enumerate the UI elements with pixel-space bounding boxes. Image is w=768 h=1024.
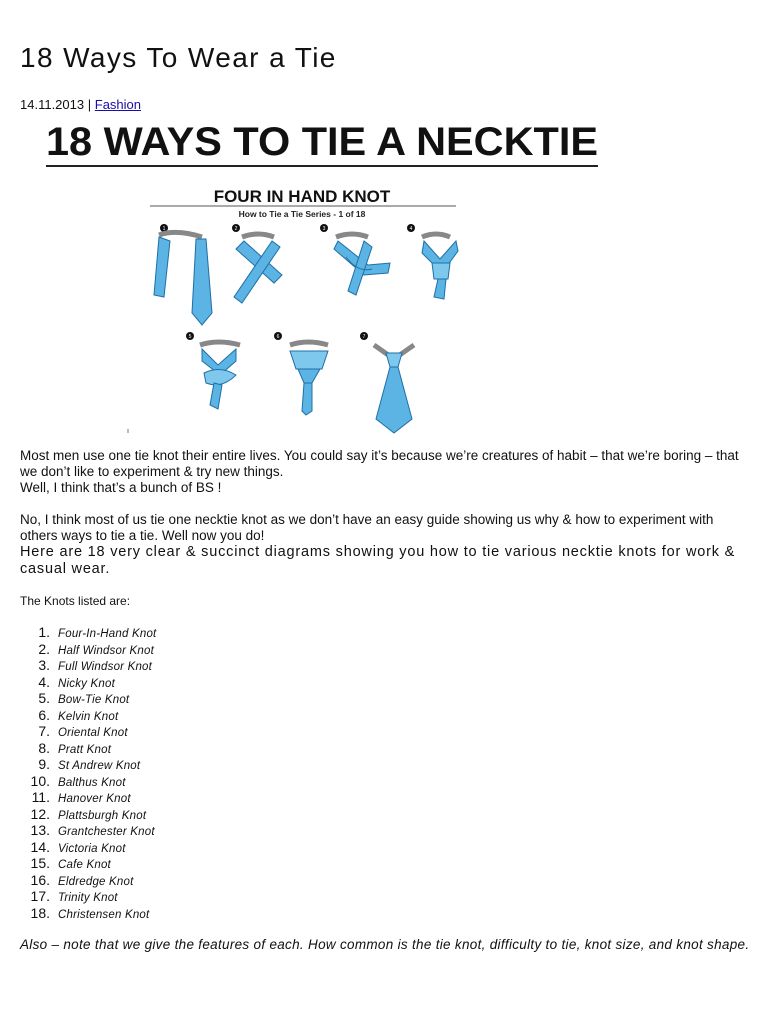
- knot-number: 7.: [38, 723, 50, 739]
- knot-number: 17.: [30, 888, 50, 904]
- knot-number: 16.: [30, 871, 50, 888]
- knot-number: 15.: [30, 855, 50, 871]
- guide-paragraph: No, I think most of us tie one necktie knot as we don’t have an easy guide showing us why & how to experiment with others ways to tie a tie. Well now you do!: [20, 512, 714, 543]
- article-body: [20, 448, 752, 578]
- step-2-diagram: [232, 224, 282, 303]
- knot-name: Kelvin Knot: [58, 710, 119, 723]
- infographic-subheading: FOUR IN HAND KNOT: [213, 187, 391, 206]
- knot-number: 3.: [38, 657, 50, 673]
- infographic-heading: 18 WAYS TO TIE A NECKTIE: [46, 120, 598, 164]
- knot-list-item: [20, 707, 156, 724]
- step-3-diagram: [320, 224, 390, 295]
- knot-number: 1.: [38, 624, 50, 640]
- page-title: 18 Ways To Wear a Tie: [20, 42, 337, 73]
- knot-name: Plattsburgh Knot: [58, 809, 147, 822]
- knot-list-item: [20, 855, 156, 872]
- step-4-diagram: [407, 224, 458, 299]
- step-number: 2: [234, 226, 238, 232]
- knot-name: Cafe Knot: [58, 859, 111, 871]
- knot-name: Eldredge Knot: [58, 875, 134, 888]
- knot-number: 10.: [30, 772, 50, 789]
- series-caption: How to Tie a Tie Series - 1 of 18: [238, 209, 366, 219]
- knot-list-item: [20, 839, 156, 856]
- knot-number: 12.: [30, 805, 50, 822]
- knot-number: 8.: [38, 739, 50, 756]
- knot-number: 9.: [38, 756, 50, 772]
- knot-list-item: [20, 822, 156, 839]
- knot-name: Nicky Knot: [58, 677, 115, 690]
- closing-paragraph: Also – note that we give the features of each. How common is the tie knot, difficulty to tie, knot size, and knot shape.: [20, 937, 750, 952]
- knot-number: 14.: [30, 838, 50, 855]
- step-7-diagram: [360, 332, 414, 433]
- knot-number: 5.: [38, 690, 50, 706]
- intro-paragraph: Most men use one tie knot their entire lives. You could say it’s because we’re creatures of habit – that we’re boring – that we don’t like to experiment & try new things.: [20, 448, 739, 479]
- infographic-svg: [46, 113, 606, 438]
- knot-list-item: [20, 723, 156, 740]
- knot-list-item: [20, 806, 156, 823]
- knot-number: 2.: [38, 640, 50, 657]
- knot-name: Oriental Knot: [58, 727, 128, 739]
- knot-list-item: [20, 657, 156, 674]
- knots-list-intro: The Knots listed are:: [20, 594, 131, 608]
- knot-number: 18.: [30, 904, 50, 921]
- knot-name: Trinity Knot: [58, 892, 118, 904]
- knot-list-item: [20, 872, 156, 889]
- tie-knot-infographic: [46, 113, 606, 438]
- step-5-diagram: [186, 332, 240, 409]
- knot-list-item: [20, 789, 156, 806]
- post-date: 14.11.2013: [20, 97, 85, 112]
- knot-name: Christensen Knot: [58, 908, 150, 921]
- step-number: 3: [322, 226, 326, 232]
- intro-paragraph-b: Well, I think that’s a bunch of BS !: [20, 480, 222, 495]
- step-number: 5: [188, 334, 192, 340]
- step-number: 4: [409, 226, 413, 232]
- meta-separator: |: [87, 97, 92, 112]
- knot-list-item: [20, 740, 156, 757]
- step-number: 6: [276, 334, 280, 340]
- diagrams-paragraph: Here are 18 very clear & succinct diagrams showing you how to tie various necktie knots for work & casual wear.: [20, 544, 736, 577]
- knot-number: 6.: [38, 706, 50, 723]
- step-1-diagram: [154, 224, 212, 325]
- knot-number: 11.: [31, 789, 50, 805]
- knot-name: Bow-Tie Knot: [58, 694, 130, 706]
- knot-list-item: [20, 624, 156, 641]
- knot-list-item: [20, 674, 156, 691]
- post-meta: [20, 97, 141, 112]
- knot-list-item: [20, 641, 156, 658]
- knot-list-item: [20, 888, 156, 905]
- knot-list-item: [20, 690, 156, 707]
- knot-name: Full Windsor Knot: [58, 661, 153, 673]
- knot-name: Victoria Knot: [58, 842, 126, 855]
- knot-name: Half Windsor Knot: [58, 644, 154, 657]
- knot-name: Hanover Knot: [58, 793, 131, 805]
- category-link-fashion[interactable]: Fashion: [94, 97, 141, 112]
- knot-name: Grantchester Knot: [58, 826, 155, 838]
- knot-name: Pratt Knot: [58, 743, 112, 756]
- knot-number: 13.: [30, 822, 50, 838]
- knot-name: Four-In-Hand Knot: [58, 628, 157, 640]
- knot-number: 4.: [38, 673, 50, 690]
- knot-name: Balthus Knot: [58, 776, 126, 789]
- knot-name: St Andrew Knot: [58, 760, 141, 772]
- knot-list-item: [20, 773, 156, 790]
- step-number: 1: [162, 226, 166, 232]
- knot-list: [20, 624, 156, 921]
- step-6-diagram: [274, 332, 328, 415]
- step-number: 7: [362, 334, 366, 340]
- knot-list-item: [20, 756, 156, 773]
- knot-list-item: [20, 905, 156, 922]
